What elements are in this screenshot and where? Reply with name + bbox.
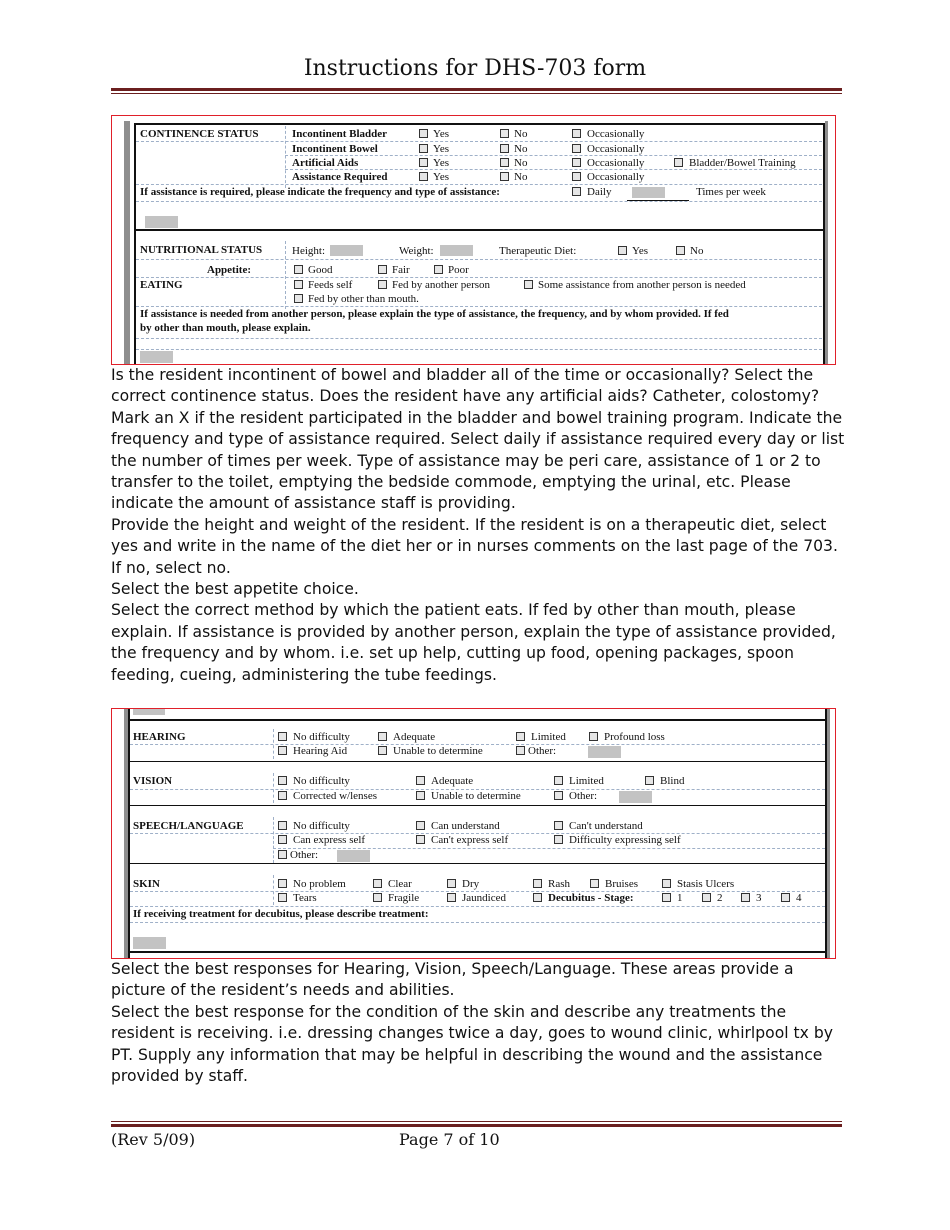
skin-rash-checkbox[interactable]: [533, 879, 542, 888]
assist-yes-checkbox[interactable]: [419, 172, 428, 181]
assist-no-label: No: [514, 171, 528, 183]
paragraph-appetite: Select the best appetite choice.: [111, 580, 359, 599]
vision-blind-checkbox[interactable]: [645, 776, 654, 785]
skin-stasis-ulcers-checkbox[interactable]: [662, 879, 671, 888]
vision-no-difficulty-checkbox[interactable]: [278, 776, 287, 785]
decubitus-stage-4-label: 4: [796, 892, 802, 904]
times-per-week-label: Times per week: [696, 186, 766, 198]
speech-can-understand-checkbox[interactable]: [416, 821, 425, 830]
eating-question-line1: If assistance is needed from another person, please explain the type of assistance, the frequency, and by whom provided. If fed: [140, 308, 729, 320]
incontinent-bladder-label: Incontinent Bladder: [292, 128, 388, 140]
decubitus-stage-4-checkbox[interactable]: [781, 893, 790, 902]
form-left-edge: [124, 121, 130, 365]
speech-language-label: SPEECH/LANGUAGE: [133, 820, 244, 832]
vision-other-field[interactable]: [619, 791, 652, 803]
hearing-unable-checkbox[interactable]: [378, 746, 387, 755]
eating-question-line2: by other than mouth, please explain.: [140, 322, 311, 334]
speech-cant-express-checkbox[interactable]: [416, 835, 425, 844]
some-assistance-label: Some assistance from another person is needed: [538, 279, 746, 291]
hearing-profound-label: Profound loss: [604, 731, 665, 743]
skin-treatment-field[interactable]: [133, 937, 166, 949]
paragraph-skin: Select the best response for the condition of the skin and describe any treatments the resident is receiving. i.e. dressing changes twice a day, goes to wound clinic, whirlpool tx by PT. Supply any information that may be helpful in describing the wound and the assistance provided by staff.: [111, 1002, 833, 1086]
hearing-profound-checkbox[interactable]: [589, 732, 598, 741]
hearing-other-label: Other:: [528, 745, 557, 757]
vision-limited-checkbox[interactable]: [554, 776, 563, 785]
hearing-aid-checkbox[interactable]: [278, 746, 287, 755]
vision-other-checkbox[interactable]: [554, 791, 563, 800]
some-assistance-checkbox[interactable]: [524, 280, 533, 289]
speech-other-label: Other:: [290, 849, 319, 861]
speech-can-express-checkbox[interactable]: [278, 835, 287, 844]
appetite-label: Appetite:: [207, 264, 251, 276]
appetite-fair-label: Fair: [392, 264, 410, 276]
bladder-no-checkbox[interactable]: [500, 129, 509, 138]
skin-dry-label: Dry: [462, 878, 480, 890]
assist-yes-label: Yes: [433, 171, 450, 183]
footer-rule-thin: [111, 1121, 842, 1122]
hearing-limited-checkbox[interactable]: [516, 732, 525, 741]
skin-no-problem-label: No problem: [293, 878, 346, 890]
assist-frequency-question: If assistance is required, please indicate the frequency and type of assistance:: [140, 186, 500, 198]
hearing-no-difficulty-label: No difficulty: [293, 731, 350, 743]
vision-unable-checkbox[interactable]: [416, 791, 425, 800]
bladder-yes-label: Yes: [433, 128, 450, 140]
fed-by-another-label: Fed by another person: [392, 279, 491, 291]
speech-cant-understand-checkbox[interactable]: [554, 821, 563, 830]
aids-no-label: No: [514, 157, 528, 169]
assist-occasionally-checkbox[interactable]: [572, 172, 581, 181]
feeds-self-checkbox[interactable]: [294, 280, 303, 289]
skin-rash-label: Rash: [548, 878, 570, 890]
height-field[interactable]: [330, 245, 363, 256]
fed-other-mouth-checkbox[interactable]: [294, 294, 303, 303]
diet-yes-label: Yes: [632, 245, 649, 257]
incontinent-bowel-label: Incontinent Bowel: [292, 143, 378, 155]
speech-can-understand-label: Can understand: [431, 820, 500, 832]
assistance-required-label: Assistance Required: [292, 171, 388, 183]
skin-clear-checkbox[interactable]: [373, 879, 382, 888]
hearing-adequate-label: Adequate: [393, 731, 436, 743]
hearing-adequate-checkbox[interactable]: [378, 732, 387, 741]
hearing-unable-label: Unable to determine: [393, 745, 483, 757]
bladder-bowel-training-label: Bladder/Bowel Training: [689, 157, 796, 169]
header-rule: [111, 88, 842, 91]
bowel-yes-label: Yes: [433, 143, 450, 155]
hearing-limited-label: Limited: [531, 731, 566, 743]
height-label: Height:: [292, 245, 325, 257]
form-excerpt-senses-skin: [111, 708, 836, 959]
skin-bruises-label: Bruises: [605, 878, 638, 890]
aids-occasionally-label: Occasionally: [587, 157, 645, 169]
vision-label: VISION: [133, 775, 173, 787]
hearing-label: HEARING: [133, 731, 186, 743]
skin-stasis-ulcers-label: Stasis Ulcers: [677, 878, 735, 890]
daily-checkbox[interactable]: [572, 187, 581, 196]
vision-unable-label: Unable to determine: [431, 790, 521, 802]
bladder-yes-checkbox[interactable]: [419, 129, 428, 138]
fed-by-another-checkbox[interactable]: [378, 280, 387, 289]
speech-no-difficulty-label: No difficulty: [293, 820, 350, 832]
decubitus-stage-2-checkbox[interactable]: [702, 893, 711, 902]
paragraph-eating: Select the correct method by which the patient eats. If fed by other than mouth, please explain. If assistance is provided by another person, explain the type of assistance provided, the frequency and by whom. i.e. set up help, cutting up food, opening packages, spoon feeding, cueing, administering the tube feedings.: [111, 601, 836, 684]
aids-occasionally-checkbox[interactable]: [572, 158, 581, 167]
appetite-fair-checkbox[interactable]: [378, 265, 387, 274]
hearing-no-difficulty-checkbox[interactable]: [278, 732, 287, 741]
skin-bruises-checkbox[interactable]: [590, 879, 599, 888]
diet-yes-checkbox[interactable]: [618, 246, 627, 255]
decubitus-stage-3-checkbox[interactable]: [741, 893, 750, 902]
vision-corrected-checkbox[interactable]: [278, 791, 287, 800]
decubitus-stage-3-label: 3: [756, 892, 762, 904]
aids-yes-label: Yes: [433, 157, 450, 169]
skin-tears-label: Tears: [293, 892, 317, 904]
diet-no-checkbox[interactable]: [676, 246, 685, 255]
vision-corrected-label: Corrected w/lenses: [293, 790, 377, 802]
skin-no-problem-checkbox[interactable]: [278, 879, 287, 888]
speech-other-field[interactable]: [337, 850, 370, 862]
speech-difficulty-expressing-checkbox[interactable]: [554, 835, 563, 844]
page-number: Page 7 of 10: [399, 1130, 500, 1149]
vision-adequate-checkbox[interactable]: [416, 776, 425, 785]
skin-decubitus-checkbox[interactable]: [533, 893, 542, 902]
therapeutic-diet-label: Therapeutic Diet:: [499, 245, 577, 257]
hearing-aid-label: Hearing Aid: [293, 745, 348, 757]
appetite-good-label: Good: [308, 264, 333, 276]
form-excerpt-continence-nutrition: [111, 115, 836, 365]
skin-jaundiced-label: Jaundiced: [462, 892, 506, 904]
speech-other-checkbox[interactable]: [278, 850, 287, 859]
form-left-border: [134, 123, 136, 365]
assist-occasionally-label: Occasionally: [587, 171, 645, 183]
skin-fragile-label: Fragile: [388, 892, 420, 904]
appetite-poor-checkbox[interactable]: [434, 265, 443, 274]
diet-no-label: No: [690, 245, 704, 257]
decubitus-stage-1-label: 1: [677, 892, 683, 904]
eating-explanation-field[interactable]: [140, 351, 173, 363]
weight-field[interactable]: [440, 245, 473, 256]
hearing-other-field[interactable]: [588, 746, 621, 758]
paragraph-continence: Is the resident incontinent of bowel and bladder all of the time or occasionally? Select the correct continence status. Does the resident have any artificial aids? Catheter, colostomy? Mark an X if the resident participated in the bladder and bowel training program. Indicate the frequency and type of assistance required. Select daily if assistance required every day or list the number of times per week. Type of assistance may be peri care, assistance of 1 or 2 to transfer to the toilet, emptying the bedside commode, emptying the urinal, etc. Please indicate the amount of assistance staff is providing.: [111, 366, 845, 513]
skin-clear-label: Clear: [388, 878, 412, 890]
decubitus-stage-2-label: 2: [717, 892, 723, 904]
vision-adequate-label: Adequate: [431, 775, 474, 787]
fed-other-mouth-label: Fed by other than mouth.: [308, 293, 419, 305]
paragraph-senses: Select the best responses for Hearing, Vision, Speech/Language. These areas provide a picture of the resident’s needs and abilities.: [111, 960, 794, 1000]
aids-yes-checkbox[interactable]: [419, 158, 428, 167]
assistance-description-field[interactable]: [145, 216, 178, 228]
paragraph-nutrition: Provide the height and weight of the resident. If the resident is on a therapeutic diet, select yes and write in the name of the diet her or in nurses comments on the last page of the 703. If no, select no.: [111, 515, 838, 577]
bowel-no-label: No: [514, 143, 528, 155]
daily-label: Daily: [587, 186, 612, 198]
footer-rule: [111, 1124, 842, 1127]
bladder-occasionally-label: Occasionally: [587, 128, 645, 140]
speech-difficulty-expressing-label: Difficulty expressing self: [569, 834, 681, 846]
bladder-no-label: No: [514, 128, 528, 140]
bladder-occasionally-checkbox[interactable]: [572, 129, 581, 138]
skin-tears-checkbox[interactable]: [278, 893, 287, 902]
skin-fragile-checkbox[interactable]: [373, 893, 382, 902]
instructions-continence-nutrition: [111, 365, 846, 686]
speech-can-express-label: Can express self: [293, 834, 366, 846]
hearing-other-checkbox[interactable]: [516, 746, 525, 755]
artificial-aids-label: Artificial Aids: [292, 157, 359, 169]
aids-no-checkbox[interactable]: [500, 158, 509, 167]
bladder-bowel-training-checkbox[interactable]: [674, 158, 683, 167]
vision-blind-label: Blind: [660, 775, 685, 787]
nutritional-status-label: NUTRITIONAL STATUS: [140, 244, 263, 256]
bowel-occasionally-checkbox[interactable]: [572, 144, 581, 153]
continence-status-label: CONTINENCE STATUS: [140, 128, 259, 140]
times-per-week-field[interactable]: [632, 187, 665, 198]
vision-no-difficulty-label: No difficulty: [293, 775, 350, 787]
bowel-no-checkbox[interactable]: [500, 144, 509, 153]
skin-dry-checkbox[interactable]: [447, 879, 456, 888]
bowel-occasionally-label: Occasionally: [587, 143, 645, 155]
skin-decubitus-label: Decubitus - Stage:: [548, 892, 634, 904]
weight-label: Weight:: [399, 245, 434, 257]
revision-label: (Rev 5/09): [111, 1130, 196, 1149]
appetite-good-checkbox[interactable]: [294, 265, 303, 274]
vision-other-label: Other:: [569, 790, 598, 802]
header-rule-thin: [111, 93, 842, 94]
appetite-poor-label: Poor: [448, 264, 469, 276]
bowel-yes-checkbox[interactable]: [419, 144, 428, 153]
page-title: Instructions for DHS-703 form: [303, 56, 647, 81]
skin-jaundiced-checkbox[interactable]: [447, 893, 456, 902]
vision-limited-label: Limited: [569, 775, 604, 787]
feeds-self-label: Feeds self: [308, 279, 353, 291]
instructions-senses-skin: [111, 959, 846, 1087]
decubitus-stage-1-checkbox[interactable]: [662, 893, 671, 902]
speech-cant-express-label: Can't express self: [431, 834, 509, 846]
assist-no-checkbox[interactable]: [500, 172, 509, 181]
form-top-border: [134, 123, 825, 125]
eating-label: EATING: [140, 279, 183, 291]
speech-no-difficulty-checkbox[interactable]: [278, 821, 287, 830]
skin-treatment-question: If receiving treatment for decubitus, please describe treatment:: [133, 908, 429, 920]
skin-label: SKIN: [133, 878, 160, 890]
speech-cant-understand-label: Can't understand: [569, 820, 643, 832]
